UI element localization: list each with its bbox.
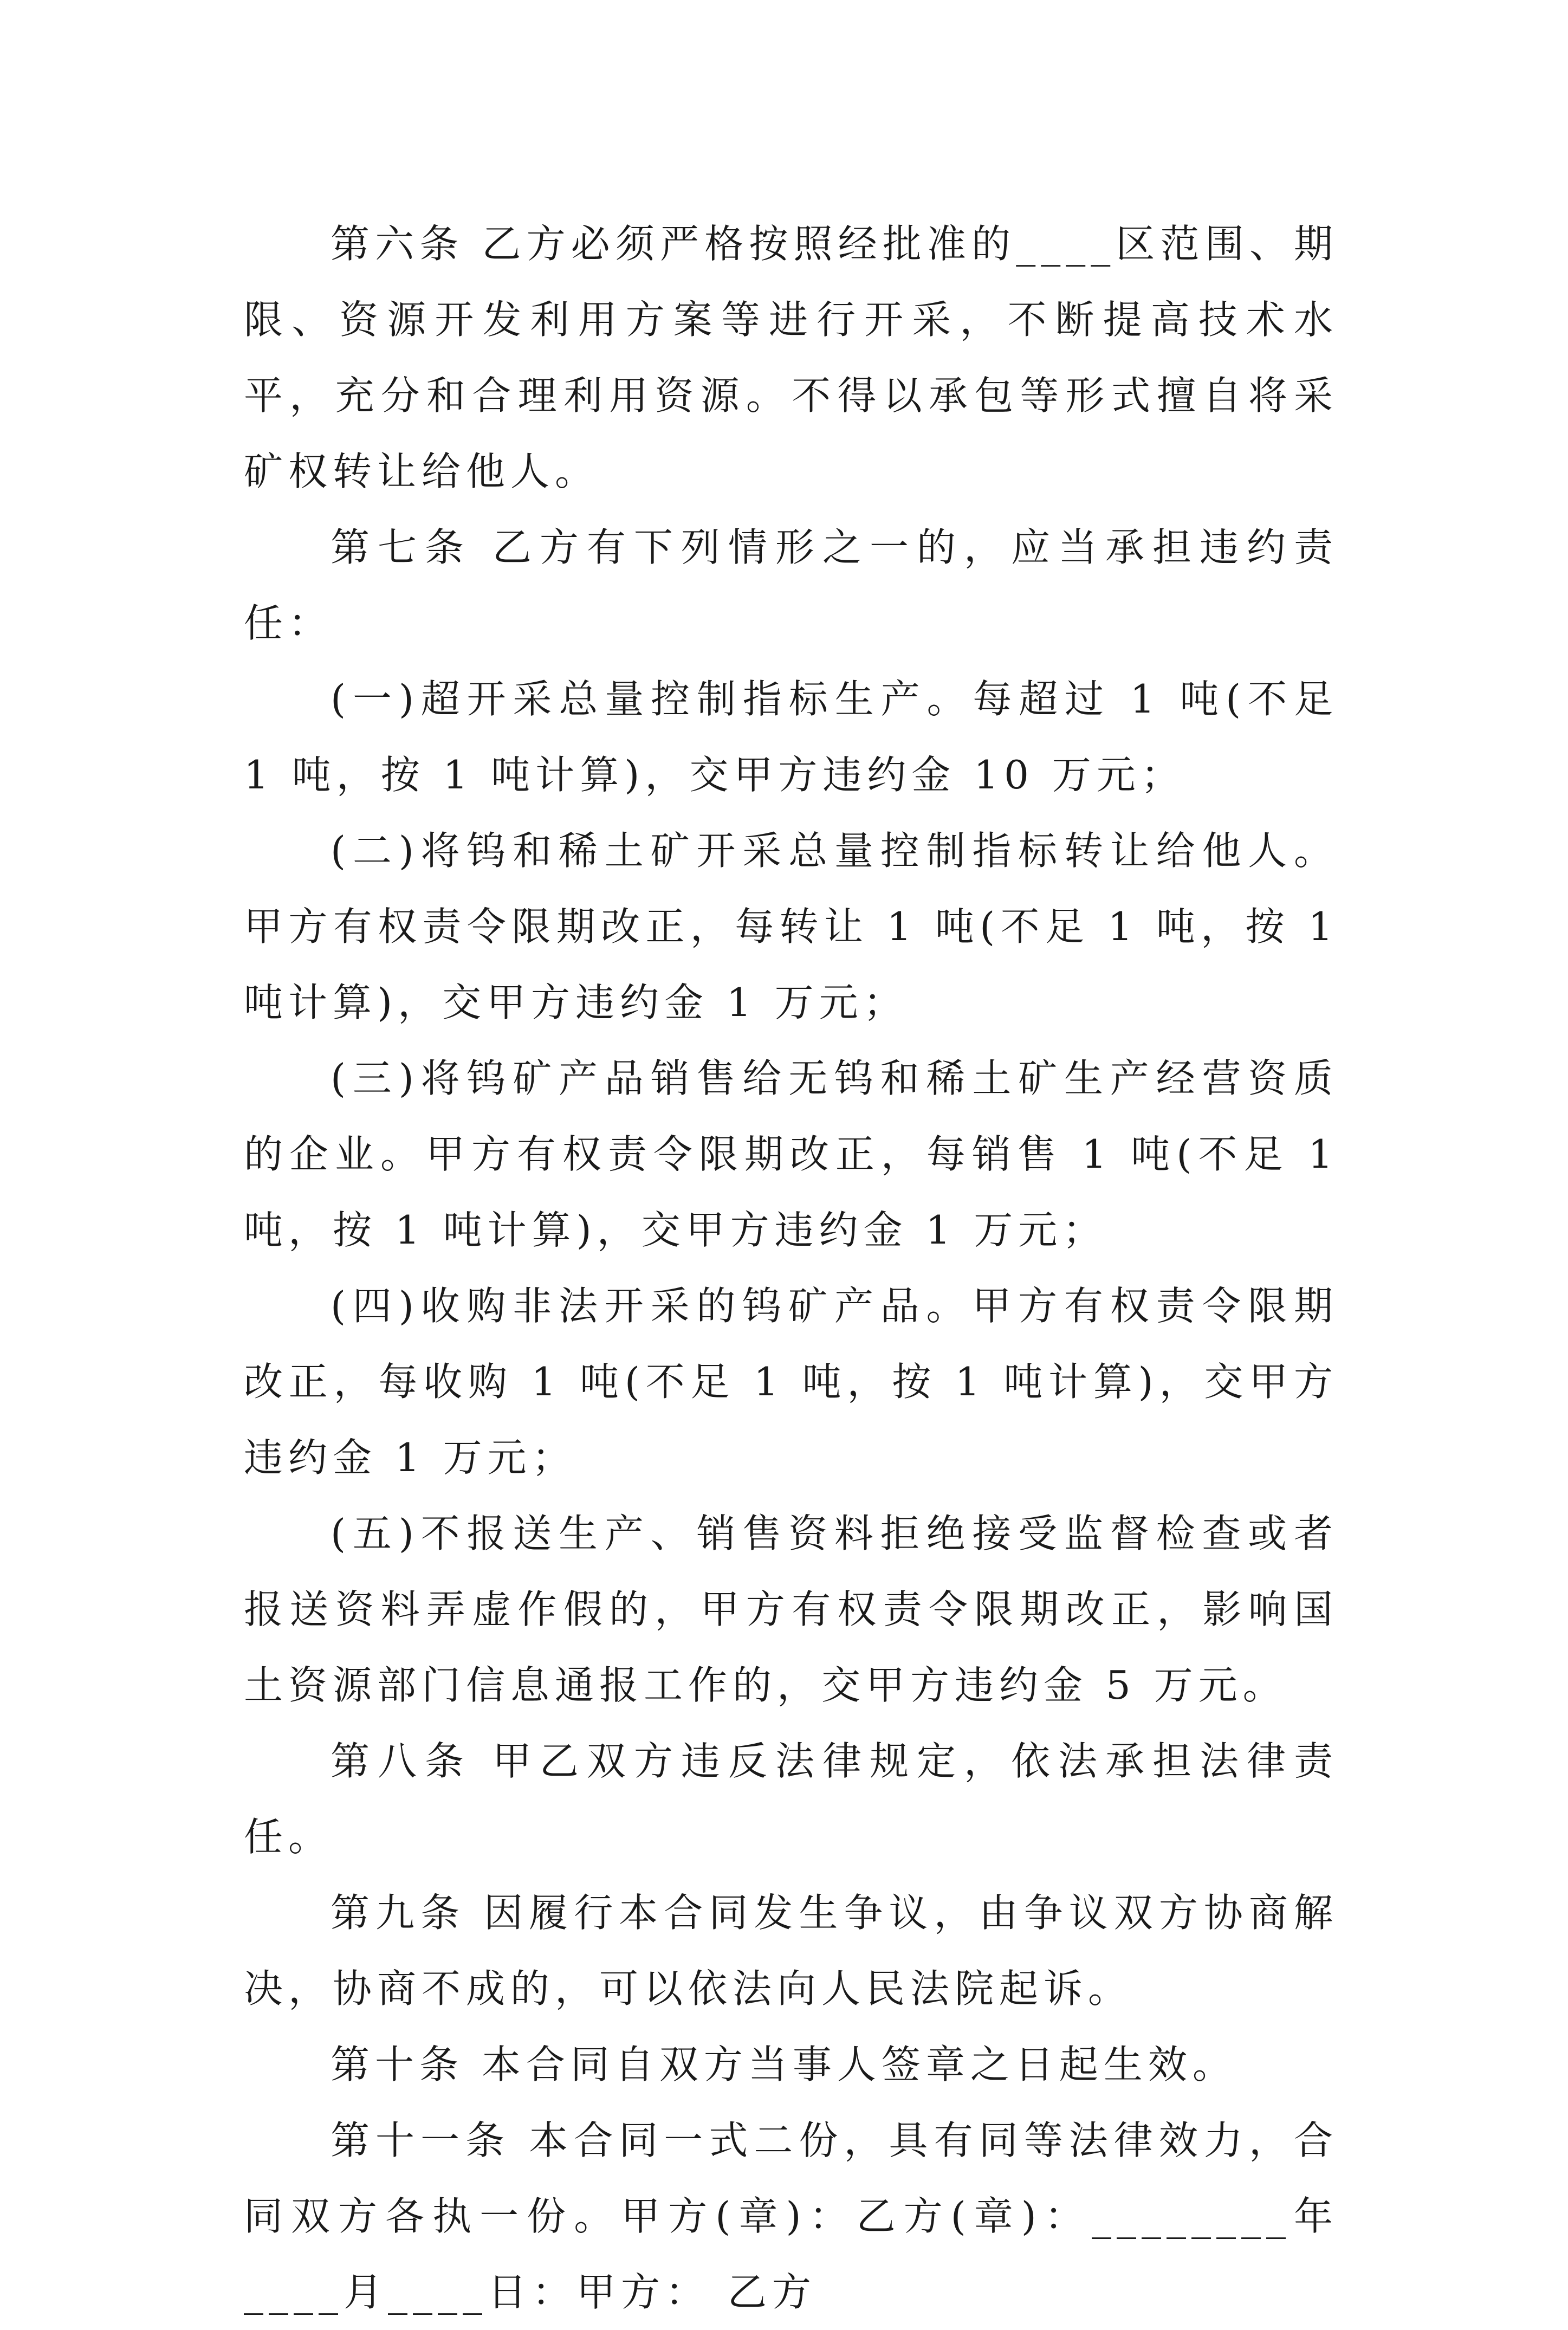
clause-4-text: (四)收购非法开采的钨矿产品。甲方有权责令限期改正，每收购 1 吨(不足 1 吨，按 1 吨计算)，交甲方违约金 1 万元；: [244, 1283, 1338, 1480]
article-7-paragraph: [244, 509, 1338, 661]
article-9-text: 第九条 因履行本合同发生争议，由争议双方协商解决，协商不成的，可以依法向人民法院起诉。: [244, 1890, 1338, 2011]
article-8-paragraph: [244, 1723, 1338, 1875]
article-6-paragraph: [244, 206, 1338, 509]
clause-4-paragraph: [244, 1268, 1338, 1496]
article-10-text: 第十条 本合同自双方当事人签章之日起生效。: [331, 2042, 1237, 2087]
article-11-text: 第十一条 本合同一式二份，具有同等法律效力，合同双方各执一份。甲方(章)：乙方(章)：________年____月____日：甲方： 乙方: [244, 2118, 1338, 2315]
article-6-text: 第六条 乙方必须严格按照经批准的____区范围、期限、资源开发利用方案等进行开采，不断提高技术水平，充分和合理利用资源。不得以承包等形式擅自将采矿权转让给他人。: [244, 221, 1338, 494]
article-7-text: 第七条 乙方有下列情形之一的，应当承担违约责任：: [244, 525, 1338, 646]
clause-2-text: (二)将钨和稀土矿开采总量控制指标转让给他人。甲方有权责令限期改正，每转让 1 吨(不足 1 吨，按 1 吨计算)，交甲方违约金 1 万元；: [244, 828, 1338, 1025]
clause-3-paragraph: [244, 1040, 1338, 1268]
document-body: [244, 206, 1338, 2330]
clause-5-text: (五)不报送生产、销售资料拒绝接受监督检查或者报送资料弄虚作假的，甲方有权责令限期改正，影响国土资源部门信息通报工作的，交甲方违约金 5 万元。: [244, 1511, 1338, 1708]
article-11-paragraph: [244, 2102, 1338, 2330]
clause-1-paragraph: [244, 661, 1338, 813]
article-9-paragraph: [244, 1875, 1338, 2027]
article-8-text: 第八条 甲乙双方违反法律规定，依法承担法律责任。: [244, 1738, 1338, 1860]
clause-3-text: (三)将钨矿产品销售给无钨和稀土矿生产经营资质的企业。甲方有权责令限期改正，每销售 1 吨(不足 1 吨，按 1 吨计算)，交甲方违约金 1 万元；: [244, 1056, 1338, 1253]
clause-5-paragraph: [244, 1496, 1338, 1723]
clause-1-text: (一)超开采总量控制指标生产。每超过 1 吨(不足 1 吨，按 1 吨计算)，交甲方违约金 10 万元；: [244, 676, 1338, 798]
clause-2-paragraph: [244, 813, 1338, 1040]
article-10-paragraph: [244, 2027, 1338, 2102]
